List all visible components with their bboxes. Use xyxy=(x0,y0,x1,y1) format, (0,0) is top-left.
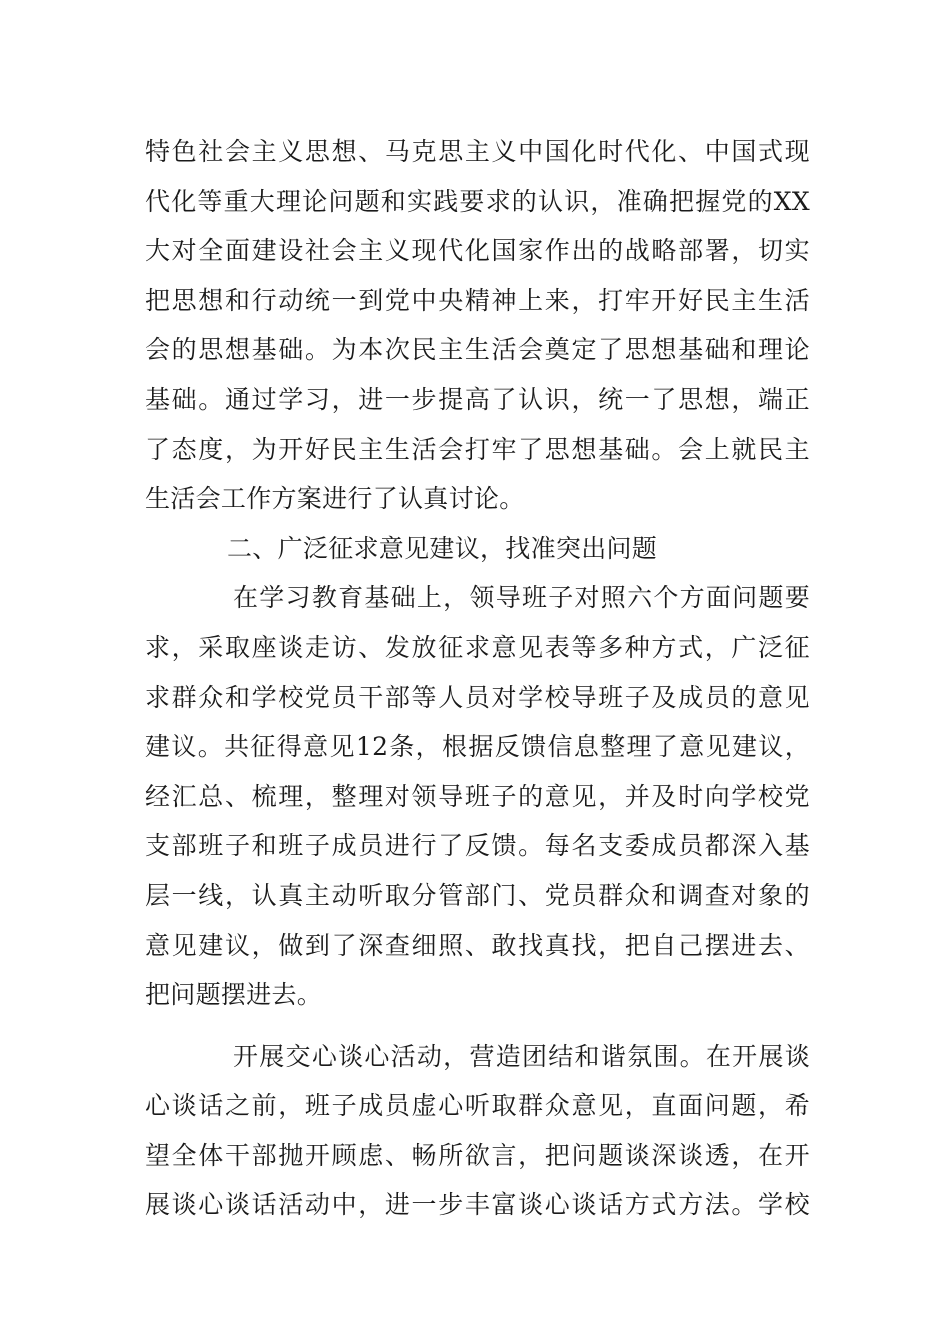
text-line: 代化等重大理论问题和实践要求的认识，准确把握党的XX xyxy=(145,186,810,216)
paragraph-1 xyxy=(145,127,810,524)
text-line: 特色社会主义思想、马克思主义中国化时代化、中国式现 xyxy=(145,137,810,166)
document-body xyxy=(145,127,810,1230)
text-line: 基础。通过学习，进一步提高了认识，统一了思想，端正 xyxy=(145,384,810,414)
text-line: 把问题摆进去。 xyxy=(145,980,323,1010)
paragraph-3 xyxy=(145,1032,810,1230)
text-line: 望全体干部抛开顾虑、畅所欲言，把问题谈深谈透，在开 xyxy=(145,1140,810,1170)
text-line: 生活会工作方案进行了认真讨论。 xyxy=(145,484,525,514)
text-line: 展谈心谈话活动中，进一步丰富谈心谈话方式方法。学校 xyxy=(145,1190,810,1220)
text-line: 心谈话之前，班子成员虚心听取群众意见，直面问题，希 xyxy=(145,1091,810,1121)
text-line: 层一线，认真主动听取分管部门、党员群众和调查对象的 xyxy=(145,880,810,910)
text-line: 意见建议，做到了深查细照、敢找真找，把自己摆进去、 xyxy=(145,930,810,960)
text-line: 建议。共征得意见12条，根据反馈信息整理了意见建议， xyxy=(145,732,810,762)
text-line: 求，采取座谈走访、发放征求意见表等多种方式，广泛征 xyxy=(145,632,810,662)
text-line: 会的思想基础。为本次民主生活会奠定了思想基础和理论 xyxy=(145,335,810,365)
section-heading: 二、广泛征求意见建议，找准突出问题 xyxy=(227,533,658,563)
text-line: 求群众和学校党员干部等人员对学校导班子及成员的意见 xyxy=(145,682,810,712)
text-line: 了态度，为开好民主生活会打牢了思想基础。会上就民主 xyxy=(145,434,810,464)
paragraph-2 xyxy=(145,573,810,1019)
text-line: 经汇总、梳理，整理对领导班子的意见，并及时向学校党 xyxy=(145,781,810,811)
text-line: 开展交心谈心活动，营造团结和谐氛围。在开展谈 xyxy=(233,1041,810,1071)
text-line: 大对全面建设社会主义现代化国家作出的战略部署，切实 xyxy=(145,236,810,266)
text-line: 支部班子和班子成员进行了反馈。每名支委成员都深入基 xyxy=(145,831,810,861)
text-line: 把思想和行动统一到党中央精神上来，打牢开好民主生活 xyxy=(145,285,810,315)
text-line: 在学习教育基础上，领导班子对照六个方面问题要 xyxy=(233,583,810,613)
